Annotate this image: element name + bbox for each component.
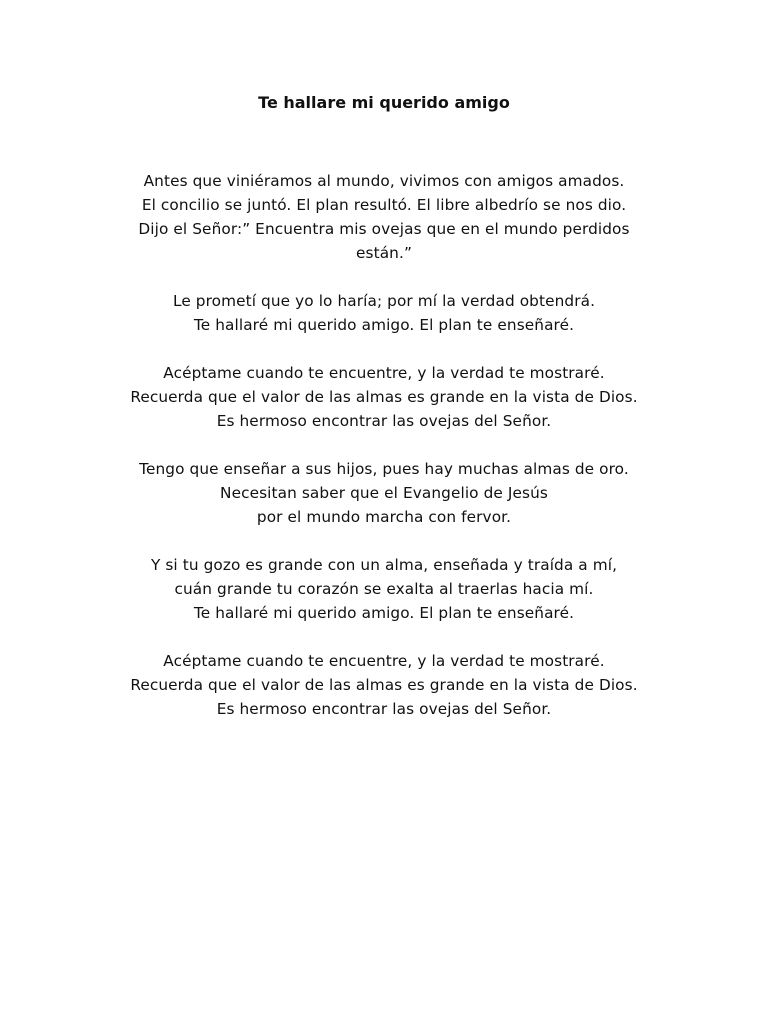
poem-body bbox=[0, 169, 768, 745]
poem-line: Acéptame cuando te encuentre, y la verdad te mostraré. bbox=[163, 364, 605, 382]
stanza-2 bbox=[0, 289, 768, 337]
poem-line: Acéptame cuando te encuentre, y la verdad te mostraré. bbox=[163, 652, 605, 670]
stanza-3 bbox=[0, 361, 768, 433]
stanza-5 bbox=[0, 553, 768, 625]
poem-line: Es hermoso encontrar las ovejas del Señor. bbox=[216, 700, 552, 718]
poem-line: Tengo que enseñar a sus hijos, pues hay muchas almas de oro. bbox=[139, 460, 629, 478]
poem-line: Es hermoso encontrar las ovejas del Señor. bbox=[216, 412, 552, 430]
poem-line: Te hallaré mi querido amigo. El plan te enseñaré. bbox=[193, 604, 575, 622]
poem-line: Le prometí que yo lo haría; por mí la verdad obtendrá. bbox=[172, 292, 596, 310]
poem-line: Te hallaré mi querido amigo. El plan te enseñaré. bbox=[193, 316, 575, 334]
poem-line: Recuerda que el valor de las almas es grande en la vista de Dios. bbox=[130, 388, 638, 406]
poem-line: Necesitan saber que el Evangelio de Jesús bbox=[220, 484, 548, 502]
poem-line: cuán grande tu corazón se exalta al traerlas hacia mí. bbox=[174, 580, 594, 598]
poem-line: Dijo el Señor:” Encuentra mis ovejas que en el mundo perdidos bbox=[138, 220, 630, 238]
poem-line: Antes que viniéramos al mundo, vivimos con amigos amados. bbox=[143, 172, 625, 190]
poem-line: están.” bbox=[356, 244, 412, 262]
stanza-1 bbox=[0, 169, 768, 265]
poem-line: Recuerda que el valor de las almas es grande en la vista de Dios. bbox=[130, 676, 638, 694]
poem-line: por el mundo marcha con fervor. bbox=[256, 508, 512, 526]
poem-line: Y si tu gozo es grande con un alma, enseñada y traída a mí, bbox=[150, 556, 618, 574]
poem-line: El concilio se juntó. El plan resultó. El libre albedrío se nos dio. bbox=[141, 196, 627, 214]
stanza-6 bbox=[0, 649, 768, 721]
stanza-4 bbox=[0, 457, 768, 529]
document-title: Te hallare mi querido amigo bbox=[258, 93, 510, 112]
